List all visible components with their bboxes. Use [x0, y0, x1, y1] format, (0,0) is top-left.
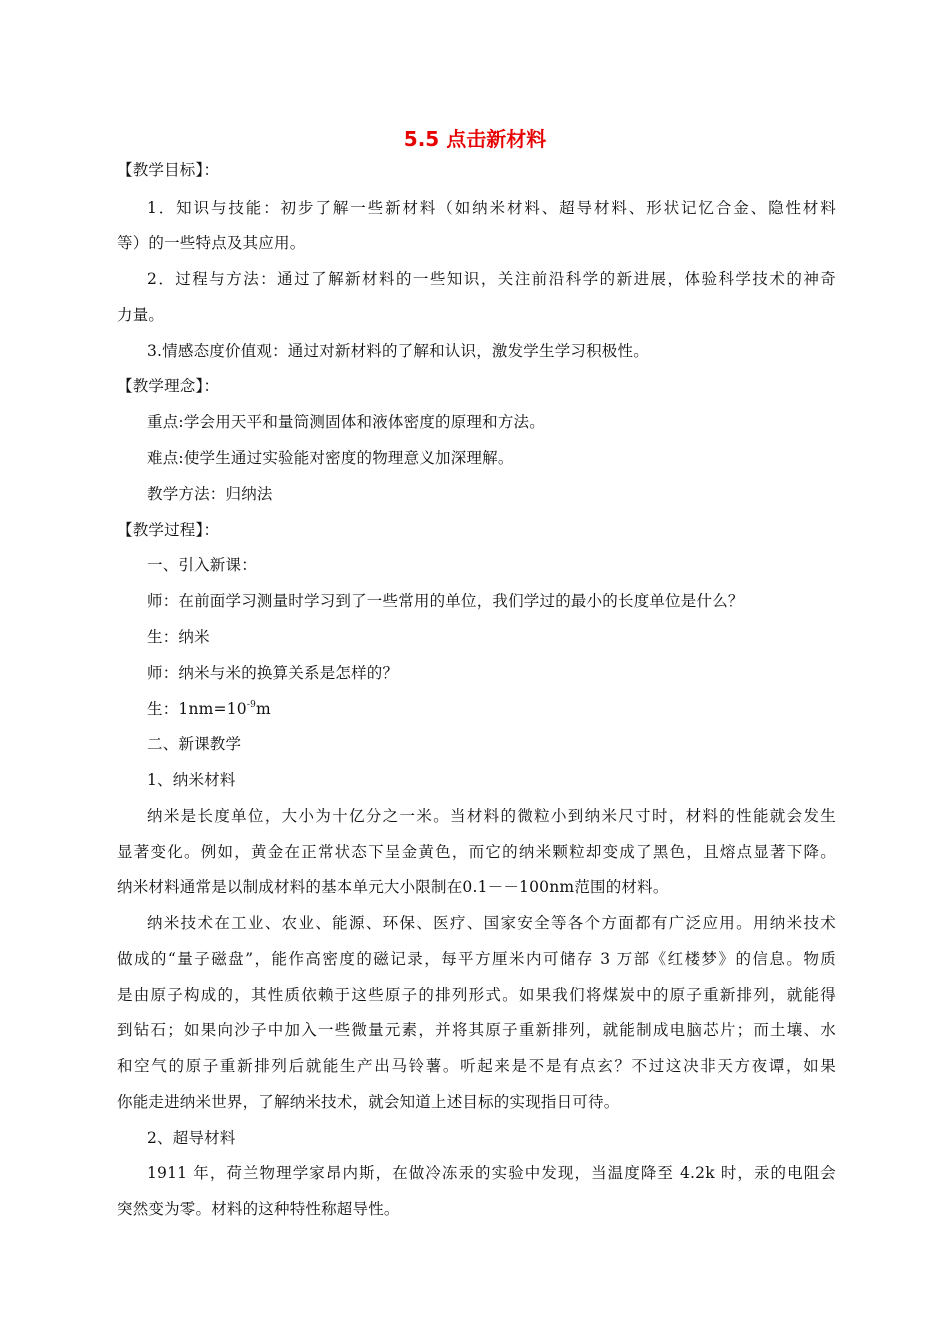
nano-heading: 1、纳米材料	[147, 771, 236, 789]
nano-paragraph-2-line-6: 你能走进纳米世界，了解纳米技术，就会知道上述目标的实现指日可待。	[117, 1093, 620, 1111]
page-title: 5.5 点击新材料	[403, 127, 547, 151]
process-heading: 【教学过程】：	[117, 521, 220, 539]
goal-item-3: 3.情感态度价值观：通过对新材料的了解和认识，激发学生学习积极性。	[147, 342, 649, 360]
nano-paragraph-2-line-2: 做成的“量子磁盘”，能作高密度的磁记录，每平方厘米内可储存 3 万部《红楼梦》的信息。物质	[117, 950, 836, 968]
difficulty-point: 难点:使学生通过实验能对密度的物理意义加深理解。	[147, 449, 514, 467]
nano-paragraph-2-line-1: 纳米技术在工业、农业、能源、环保、医疗、国家安全等各个方面都有广泛应用。用纳米技术	[147, 914, 836, 932]
goal-item-1-line-2: 等）的一些特点及其应用。	[117, 234, 306, 252]
goal-item-1-line-1: 1．知识与技能：初步了解一些新材料（如纳米材料、超导材料、形状记忆合金、隐性材料	[147, 199, 836, 217]
goal-item-2-line-1: 2．过程与方法：通过了解新材料的一些知识，关注前沿科学的新进展，体验科学技术的神奇	[147, 270, 836, 288]
teacher-question-2: 师：纳米与米的换算关系是怎样的？	[147, 664, 399, 682]
superconductor-paragraph-line-1: 1911 年，荷兰物理学家昂内斯，在做冷冻汞的实验中发现，当温度降至 4.2k 时，汞的电阻会	[147, 1164, 836, 1182]
answer-prefix: 生：1nm=10	[147, 700, 247, 718]
nano-paragraph-1-line-2: 显著变化。例如，黄金在正常状态下呈金黄色，而它的纳米颗粒却变成了黑色，且熔点显著下降。	[117, 843, 836, 861]
nano-paragraph-1-line-1: 纳米是长度单位，大小为十亿分之一米。当材料的微粒小到纳米尺寸时，材料的性能就会发生	[147, 807, 836, 825]
student-answer-2	[147, 697, 271, 721]
philosophy-heading: 【教学理念】：	[117, 377, 220, 395]
new-lesson-heading: 二、新课教学	[147, 735, 242, 753]
nano-paragraph-2-line-3: 是由原子构成的，其性质依赖于这些原子的排列形式。如果我们将煤炭中的原子重新排列，就能得	[117, 986, 836, 1004]
teacher-question-1: 师：在前面学习测量时学习到了一些常用的单位，我们学过的最小的长度单位是什么？	[147, 592, 744, 610]
answer-unit: m	[256, 700, 271, 718]
key-point: 重点:学会用天平和量筒测固体和液体密度的原理和方法。	[147, 413, 545, 431]
teaching-method: 教学方法：归纳法	[147, 485, 273, 503]
superconductor-paragraph-line-2: 突然变为零。材料的这种特性称超导性。	[117, 1200, 400, 1218]
student-answer-1: 生：纳米	[147, 628, 210, 646]
nano-paragraph-2-line-5: 和空气的原子重新排列后就能生产出马铃薯。听起来是不是有点玄？不过这决非天方夜谭，如果	[117, 1057, 836, 1075]
goal-item-2-line-2: 力量。	[117, 306, 165, 324]
nano-paragraph-1-line-3: 纳米材料通常是以制成材料的基本单元大小限制在0.1－－100nm范围的材料。	[117, 878, 669, 896]
superconductor-heading: 2、超导材料	[147, 1129, 236, 1147]
nano-paragraph-2-line-4: 到钻石；如果向沙子中加入一些微量元素，并将其原子重新排列，就能制成电脑芯片；而土壤、水	[117, 1021, 836, 1039]
intro-heading: 一、引入新课：	[147, 556, 257, 574]
answer-exponent: -9	[246, 700, 257, 710]
goals-heading: 【教学目标】：	[117, 161, 220, 179]
